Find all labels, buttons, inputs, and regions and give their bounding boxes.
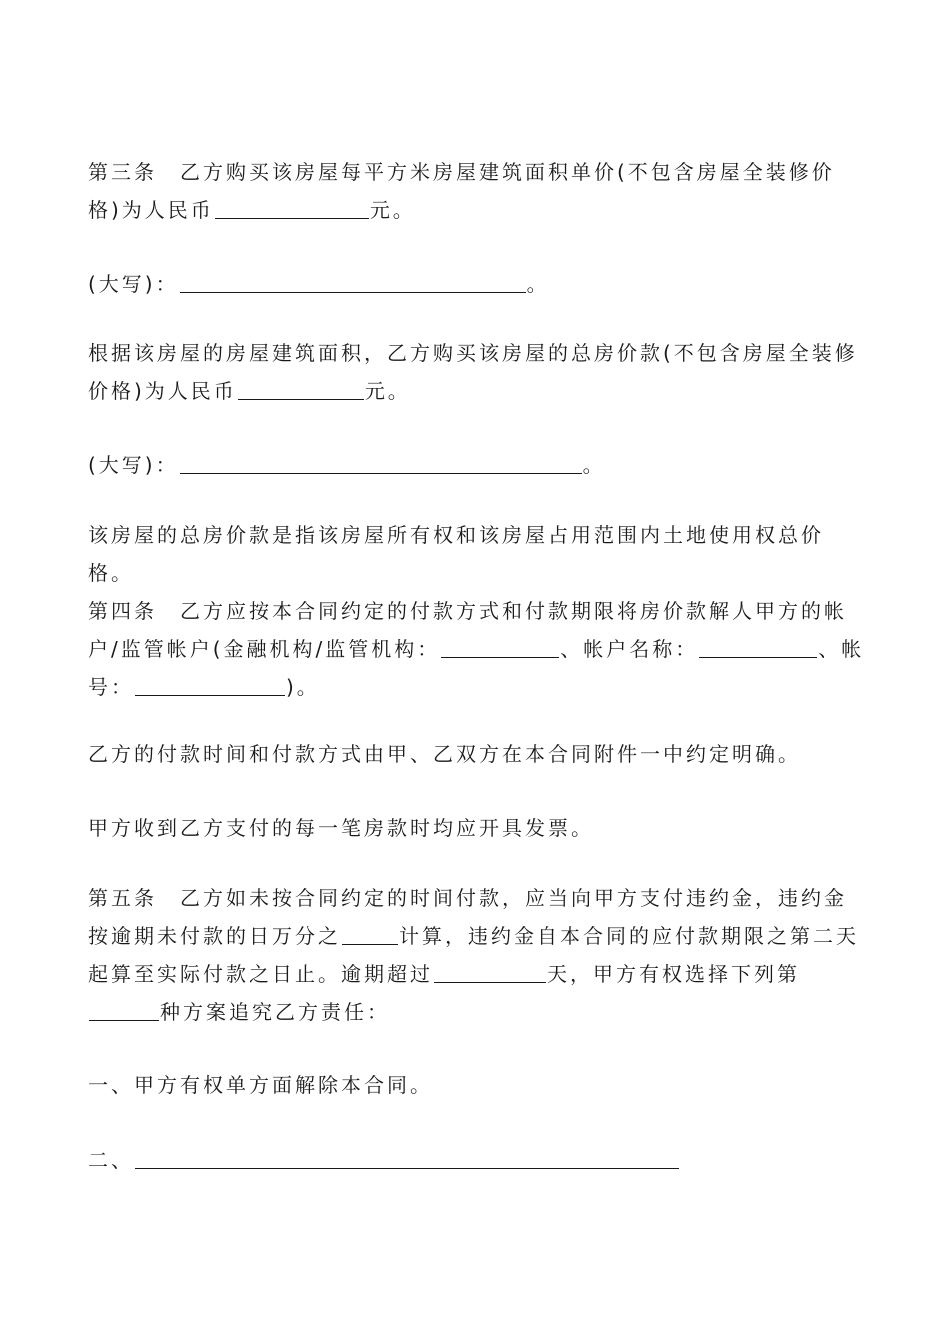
option-one-text: 一、甲方有权单方面解除本合同。 xyxy=(88,1073,433,1097)
option-two xyxy=(88,1141,868,1179)
invoice-paragraph xyxy=(88,809,868,847)
article-4-payment xyxy=(88,592,868,706)
unit-price-blank[interactable] xyxy=(215,194,369,219)
article-5-text-2: 计算，违约金自本合同的应付款期限之第二天起算至实际付款之日止。逾期超过 xyxy=(88,924,859,986)
invoice-text: 甲方收到乙方支付的每一笔房款时均应开具发票。 xyxy=(88,816,594,840)
option-two-blank[interactable] xyxy=(135,1144,679,1169)
article-3-text: 第三条 乙方购买该房屋每平方米房屋建筑面积单价(不包含房屋全装修价格)为人民币 xyxy=(88,160,835,222)
overdue-days-blank[interactable] xyxy=(434,958,546,983)
in-words-end: 。 xyxy=(526,272,550,296)
account-name-blank[interactable] xyxy=(699,633,817,658)
article-5-breach xyxy=(88,879,868,1031)
in-words-label: (大写)： xyxy=(88,453,179,477)
payment-method-text: 乙方的付款时间和付款方式由甲、乙双方在本合同附件一中约定明确。 xyxy=(88,742,801,766)
total-price-definition xyxy=(88,516,868,592)
option-one xyxy=(88,1066,868,1104)
article-4-text: 第四条 乙方应按本合同约定的付款方式和付款期限将房价款解人甲方的帐户/监管帐户(金融机构/监管机构： xyxy=(88,599,847,661)
unit-price-in-words xyxy=(88,265,868,303)
payment-method-paragraph xyxy=(88,735,868,773)
definition-text: 该房屋的总房价款是指该房屋所有权和该房屋占用范围内土地使用权总价格。 xyxy=(88,523,824,585)
article-5-text: 第五条 乙方如未按合同约定的时间付款，应当向甲方支付违约金，违约金按逾期未付款的日万分之 xyxy=(88,886,847,948)
penalty-rate-blank[interactable] xyxy=(342,920,398,945)
total-price-unit: 元。 xyxy=(364,379,411,403)
article-4-end: )。 xyxy=(286,675,320,699)
option-two-label: 二、 xyxy=(88,1148,134,1172)
total-price-in-words xyxy=(88,446,868,484)
account-number-label: 、帐号： xyxy=(88,637,865,699)
article-5-text-3: 天，甲方有权选择下列第 xyxy=(547,962,800,986)
article-3-unit: 元。 xyxy=(369,198,416,222)
article-5-text-4: 种方案追究乙方责任： xyxy=(160,1000,390,1024)
in-words-label: (大写)： xyxy=(88,272,179,296)
total-price-paragraph xyxy=(88,334,868,410)
account-name-label: 、帐户名称： xyxy=(560,637,699,661)
total-price-blank[interactable] xyxy=(238,375,364,400)
total-price-text: 根据该房屋的房屋建筑面积，乙方购买该房屋的总房价款(不包含房屋全装修价格)为人民币 xyxy=(88,341,858,403)
total-price-words-blank[interactable] xyxy=(180,449,582,474)
unit-price-words-blank[interactable] xyxy=(180,268,526,293)
option-number-blank[interactable] xyxy=(89,996,159,1021)
in-words-end: 。 xyxy=(582,453,606,477)
account-number-blank[interactable] xyxy=(135,671,285,696)
article-3-unit-price xyxy=(88,153,868,229)
institution-blank[interactable] xyxy=(441,633,559,658)
